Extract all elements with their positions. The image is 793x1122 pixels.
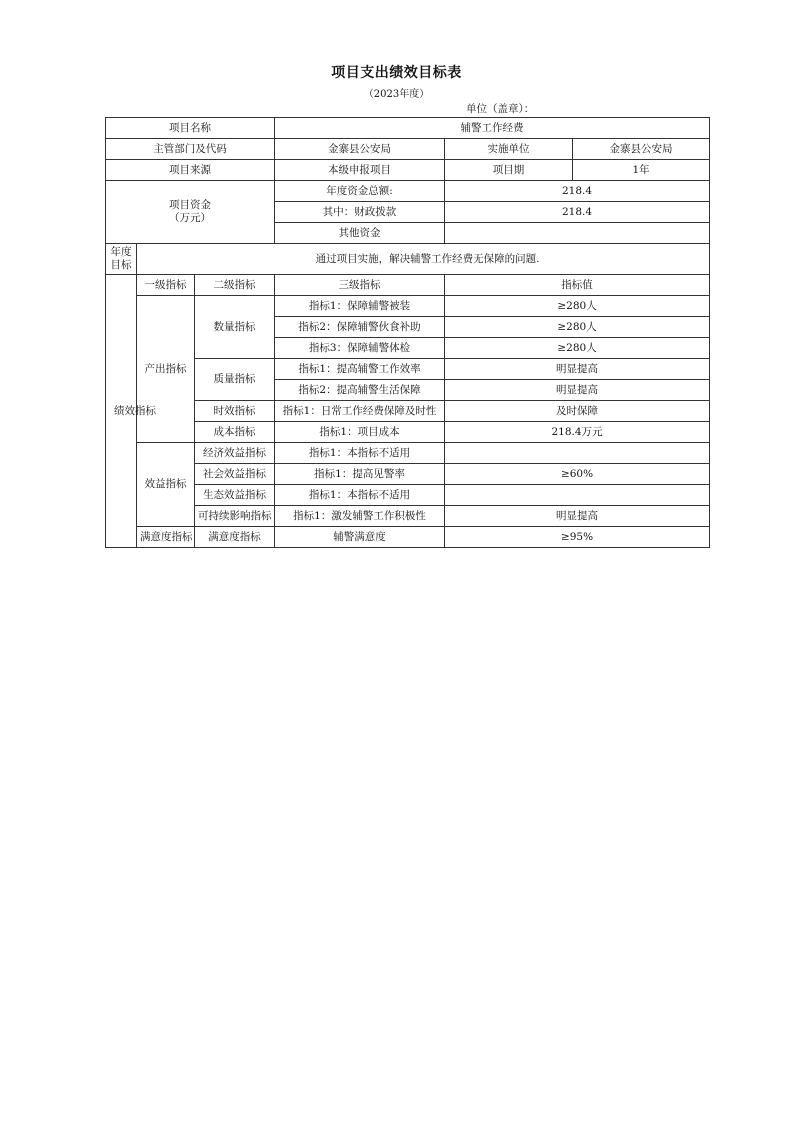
economic-benefit-label: 经济效益指标 [195, 443, 275, 464]
implementing-unit-value: 金寨县公安局 [573, 139, 710, 160]
level1-header: 一级指标 [137, 275, 195, 296]
fiscal-funds-value: 218.4 [445, 202, 710, 223]
other-funds-label: 其他资金 [275, 223, 445, 244]
output-indicator-label: 产出指标 [137, 296, 195, 443]
project-funds-label-line1: 项目资金 [169, 199, 211, 211]
other-funds-value [445, 223, 710, 244]
annual-goal-row [106, 244, 710, 275]
annual-goal-text: 通过项目实施，解决辅警工作经费无保障的问题. [137, 244, 710, 275]
total-funds-label: 年度资金总额: [275, 181, 445, 202]
timeliness-indicator-label: 时效指标 [195, 401, 275, 422]
indicator-value: ≥280人 [445, 296, 710, 317]
implementing-unit-label: 实施单位 [445, 139, 573, 160]
indicator-text: 指标1：本指标不适用 [275, 485, 445, 506]
department-label: 主管部门及代码 [106, 139, 275, 160]
unit-stamp-label: 单位（盖章）： [466, 103, 535, 115]
cost-indicator-label: 成本指标 [195, 422, 275, 443]
total-funds-value: 218.4 [445, 181, 710, 202]
social-benefit-label: 社会效益指标 [195, 464, 275, 485]
indicator-value: 218.4万元 [445, 422, 710, 443]
annual-goal-label [106, 244, 137, 275]
quantity-indicator-label: 数量指标 [195, 296, 275, 359]
sustainable-impact-label: 可持续影响指标 [195, 506, 275, 527]
project-name-row [106, 118, 710, 139]
project-period-label: 项目期 [445, 160, 573, 181]
indicator-value: 明显提高 [445, 380, 710, 401]
project-period-value: 1年 [573, 160, 710, 181]
indicator-text: 辅警满意度 [275, 527, 445, 548]
satisfaction-level2-label: 满意度指标 [195, 527, 275, 548]
indicator-text: 指标1：保障辅警被装 [275, 296, 445, 317]
department-value: 金寨县公安局 [275, 139, 445, 160]
department-row [106, 139, 710, 160]
indicator-value: ≥95% [445, 527, 710, 548]
quality-indicator-label: 质量指标 [195, 359, 275, 401]
performance-indicators-label: 绩效指标 [106, 275, 137, 548]
indicator-text: 指标1：项目成本 [275, 422, 445, 443]
indicator-value [445, 443, 710, 464]
table-row [106, 443, 710, 464]
table-row [106, 359, 710, 380]
indicator-value: ≥280人 [445, 338, 710, 359]
project-name-label: 项目名称 [106, 118, 275, 139]
project-funds-label-line2: （万元） [169, 212, 211, 224]
indicator-value: 明显提高 [445, 506, 710, 527]
source-row [106, 160, 710, 181]
indicator-text: 指标2：提高辅警生活保障 [275, 380, 445, 401]
indicator-value [445, 485, 710, 506]
indicator-text: 指标1：提高见警率 [275, 464, 445, 485]
table-row [106, 422, 710, 443]
funds-total-row [106, 181, 710, 202]
indicator-text: 指标1：激发辅警工作积极性 [275, 506, 445, 527]
table-row [106, 296, 710, 317]
table-row [106, 401, 710, 422]
ecological-benefit-label: 生态效益指标 [195, 485, 275, 506]
satisfaction-indicator-label: 满意度指标 [137, 527, 195, 548]
level3-header: 三级指标 [275, 275, 445, 296]
table-row [106, 527, 710, 548]
performance-target-table [105, 117, 710, 548]
annual-goal-label-line2: 目标 [110, 259, 132, 271]
indicator-value: 明显提高 [445, 359, 710, 380]
project-name-value: 辅警工作经费 [275, 118, 710, 139]
indicator-header-row [106, 275, 710, 296]
benefit-indicator-label: 效益指标 [137, 443, 195, 527]
indicator-value: ≥60% [445, 464, 710, 485]
indicator-value: 及时保障 [445, 401, 710, 422]
project-funds-label [106, 181, 275, 244]
project-source-value: 本级申报项目 [275, 160, 445, 181]
table-row [106, 464, 710, 485]
indicator-text: 指标1：本指标不适用 [275, 443, 445, 464]
level2-header: 二级指标 [195, 275, 275, 296]
indicator-text: 指标2：保障辅警伙食补助 [275, 317, 445, 338]
page-title: 项目支出绩效目标表 [331, 65, 462, 81]
year-label: （2023年度） [363, 89, 430, 100]
indicator-text: 指标3：保障辅警体检 [275, 338, 445, 359]
value-header: 指标值 [445, 275, 710, 296]
indicator-text: 指标1：日常工作经费保障及时性 [275, 401, 445, 422]
table-row [106, 485, 710, 506]
annual-goal-label-line1: 年度 [110, 246, 132, 258]
fiscal-funds-label: 其中：财政拨款 [275, 202, 445, 223]
project-source-label: 项目来源 [106, 160, 275, 181]
indicator-value: ≥280人 [445, 317, 710, 338]
indicator-text: 指标1：提高辅警工作效率 [275, 359, 445, 380]
table-row [106, 506, 710, 527]
